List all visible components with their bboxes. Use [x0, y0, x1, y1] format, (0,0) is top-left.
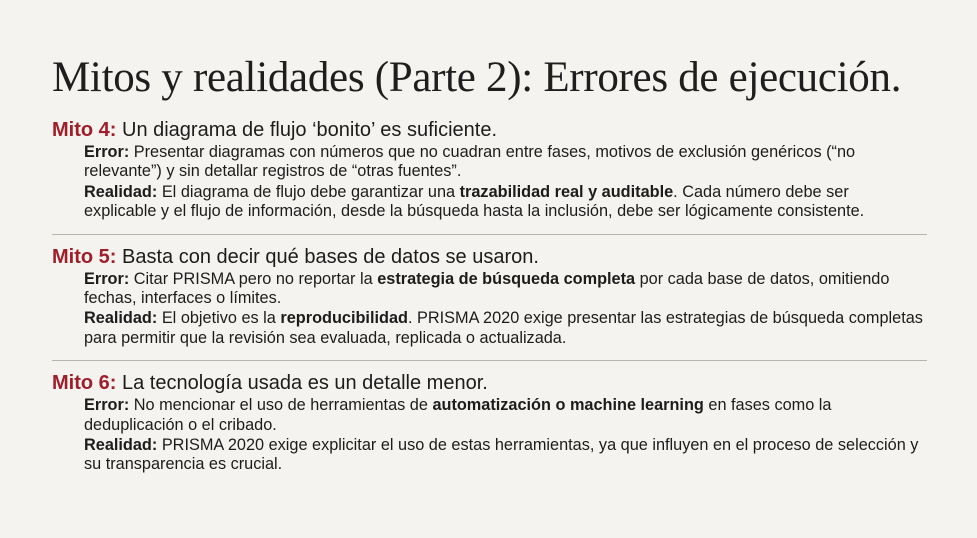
- myth-text: Basta con decir qué bases de datos se usaron.: [116, 245, 539, 268]
- highlight-text: estrategia de búsqueda completa: [377, 269, 636, 288]
- myths-list: [52, 118, 925, 475]
- body-text: PRISMA 2020 exige explicitar el uso de estas herramientas, ya que influyen en el proceso de selección y su transparencia es crucial.: [84, 436, 919, 474]
- body-text: en fases como la deduplicación o el cribado.: [84, 396, 832, 434]
- myth-text: La tecnología usada es un detalle menor.: [116, 372, 488, 395]
- myth-tag: Mito 5:: [52, 245, 117, 268]
- reality-label: Realidad:: [84, 436, 158, 455]
- section-divider: [52, 360, 927, 361]
- myth-tag: Mito 4:: [52, 119, 117, 141]
- error-paragraph: [84, 396, 925, 435]
- body-text: . PRISMA 2020 exige presentar las estrategias de búsqueda completas para permitir que la revisión sea evaluada, replicada o actualizada.: [84, 309, 923, 347]
- body-text: El diagrama de flujo debe garantizar una: [157, 182, 460, 201]
- myth-section: [52, 245, 925, 349]
- myth-statement: [52, 371, 925, 395]
- reality-label: Realidad:: [84, 309, 158, 328]
- highlight-text: trazabilidad real y auditable: [459, 182, 674, 201]
- body-text: El objetivo es la: [157, 309, 281, 328]
- highlight-text: reproducibilidad: [280, 309, 408, 328]
- myth-section: [52, 118, 925, 222]
- myth-tag: Mito 6:: [52, 372, 117, 395]
- body-text: . Cada número debe ser explicable y el flujo de información, desde la búsqueda hasta la inclusión, debe ser lógicamente consistente.: [84, 182, 865, 221]
- reality-paragraph: [84, 309, 925, 348]
- myth-section: [52, 371, 925, 475]
- error-label: Error:: [84, 396, 130, 415]
- reality-label: Realidad:: [84, 182, 158, 201]
- highlight-text: automatización o machine learning: [432, 396, 704, 415]
- error-paragraph: [84, 270, 925, 309]
- myth-statement: [52, 245, 925, 269]
- page-title: Mitos y realidades (Parte 2): Errores de ejecución.: [52, 54, 902, 101]
- section-divider: [52, 234, 927, 235]
- error-label: Error:: [84, 269, 130, 288]
- body-text: por cada base de datos, omitiendo fechas, interfaces o límites.: [84, 269, 890, 308]
- body-text: No mencionar el uso de herramientas de: [129, 396, 433, 415]
- reality-paragraph: [84, 436, 925, 475]
- body-text: Presentar diagramas con números que no cuadran entre fases, motivos de exclusión genéricos (“no relevante”) y sin detallar registros de “otras fuentes”.: [84, 143, 856, 181]
- myth-statement: [52, 118, 925, 142]
- body-text: Citar PRISMA pero no reportar la: [129, 269, 378, 288]
- reality-paragraph: [84, 183, 925, 222]
- error-label: Error:: [84, 143, 130, 161]
- myth-text: Un diagrama de flujo ‘bonito’ es suficiente.: [116, 119, 498, 141]
- error-paragraph: [84, 143, 925, 182]
